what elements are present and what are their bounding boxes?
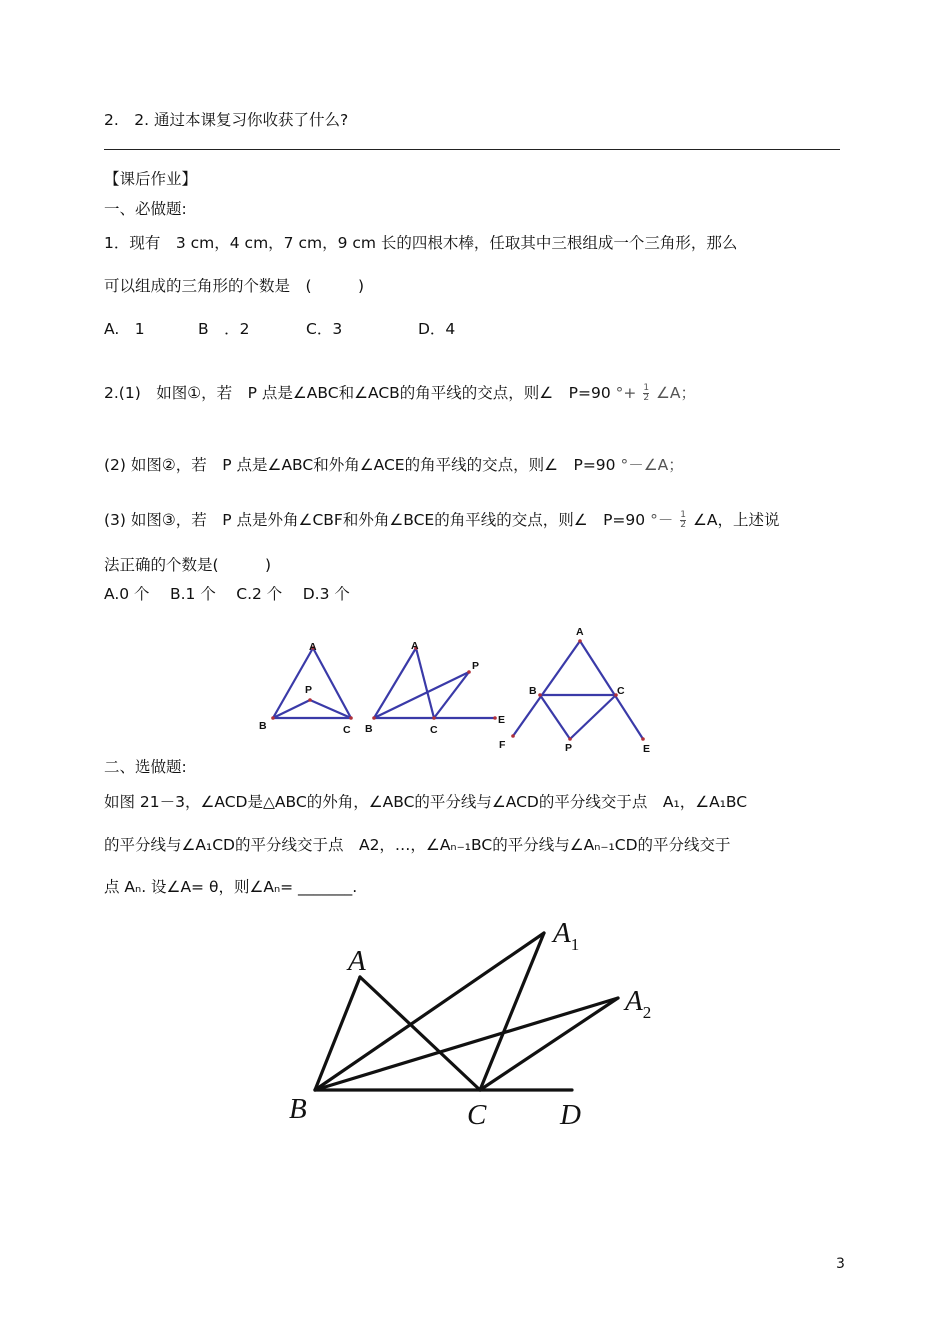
q1-option-d: D．4 xyxy=(418,320,456,338)
fig2-bisector-c xyxy=(434,672,469,718)
optional-line3: 点 Aₙ. 设∠A= θ，则∠Aₙ= _______. xyxy=(104,878,358,896)
line-ca2 xyxy=(480,998,618,1090)
q2-part3-expr: °－ xyxy=(650,511,674,529)
q2-part2 xyxy=(104,455,684,475)
vertex-dot xyxy=(511,734,515,738)
line-ac xyxy=(360,977,480,1090)
reflection-question: 2. 2. 通过本课复习你收获了什么? xyxy=(104,111,349,129)
label-b: B xyxy=(289,1093,307,1125)
fraction-half: $\frac{1}{2}$ xyxy=(643,383,650,403)
fig3-bisector-c xyxy=(570,695,616,739)
fig3-bisector-b xyxy=(540,695,570,739)
fig3-label-f: F xyxy=(499,739,506,751)
label-a: A xyxy=(348,945,366,977)
vertex-dot xyxy=(538,693,542,697)
homework-heading: 【课后作业】 xyxy=(104,170,198,188)
fig2-label-a: A xyxy=(411,640,419,652)
fig3-label-a: A xyxy=(576,626,584,638)
triangle-figures xyxy=(250,622,670,757)
bisector-figure xyxy=(282,918,682,1140)
vertex-dot xyxy=(493,716,497,720)
fig3-label-p: P xyxy=(565,742,573,754)
q2-part3 xyxy=(104,510,779,530)
fig2-label-p: P xyxy=(472,660,480,672)
vertex-dot xyxy=(578,639,582,643)
q1-line1: 1．现有 3 cm，4 cm，7 cm，9 cm 长的四根木棒，任取其中三根组成一个三角形，那么 xyxy=(104,234,738,252)
q2-part1-degree: °+ xyxy=(615,384,637,402)
fig2-label-c: C xyxy=(430,724,438,736)
fig2-side-ac xyxy=(416,648,434,718)
vertex-dot xyxy=(372,716,376,720)
section-required-heading: 一、必做题: xyxy=(104,200,187,218)
vertex-dot xyxy=(308,698,312,702)
fig2-label-b: B xyxy=(365,723,373,735)
q2-part2-text: (2) 如图②，若 P 点是∠ABC和外角∠ACE的角平线的交点，则∠ P=90 xyxy=(104,456,616,474)
label-a2: $A_2$ xyxy=(625,985,652,1022)
fig2-label-e: E xyxy=(498,714,506,726)
q1-option-b: B ．2 xyxy=(198,320,250,338)
fig1-bisector-c xyxy=(310,700,351,718)
q2-options: A.0 个 B.1 个 C.2 个 D.3 个 xyxy=(104,585,350,603)
label-a1: $A_1$ xyxy=(553,918,580,954)
fig1-side-ac xyxy=(313,648,351,718)
label-d: D xyxy=(560,1099,581,1131)
fig1-label-b: B xyxy=(259,720,267,732)
q1-option-c: C．3 xyxy=(306,320,343,338)
fig3-line-af xyxy=(513,641,580,736)
q2-part3-text: (3) 如图③，若 P 点是外角∠CBF和外角∠BCE的角平线的交点，则∠ P=90 xyxy=(104,511,646,529)
fig3-label-c: C xyxy=(617,685,625,697)
fig1-label-a: A xyxy=(309,641,317,653)
label-c: C xyxy=(467,1099,487,1131)
q2-part1-tail: ∠A； xyxy=(656,384,697,402)
fig1-label-c: C xyxy=(343,724,351,736)
fig3-line-ae xyxy=(580,641,643,739)
optional-line1: 如图 21－3，∠ACD是△ABC的外角，∠ABC的平分线与∠ACD的平分线交于点 A₁，∠A₁BC xyxy=(104,793,748,811)
vertex-dot xyxy=(271,716,275,720)
q1-option-a: A. 1 xyxy=(104,320,145,338)
page-number: 3 xyxy=(836,1256,845,1272)
fig3-label-e: E xyxy=(643,743,651,755)
vertex-dot xyxy=(432,716,436,720)
vertex-dot xyxy=(349,716,353,720)
q2-part2-expr: °－∠A； xyxy=(620,456,684,474)
q2-part3-tail: ∠A，上述说 xyxy=(692,511,780,529)
q2-part3-line2: 法正确的个数是( ) xyxy=(104,556,272,574)
fraction-half: $\frac{1}{2}$ xyxy=(680,510,687,530)
divider xyxy=(104,149,840,150)
section-optional-heading: 二、选做题: xyxy=(104,758,187,776)
vertex-dot xyxy=(568,737,572,741)
vertex-dot xyxy=(467,670,471,674)
fig3-label-b: B xyxy=(529,685,537,697)
q2-part1 xyxy=(104,383,696,403)
q1-line2: 可以组成的三角形的个数是 ( ) xyxy=(104,277,365,295)
fig1-label-p: P xyxy=(305,684,313,696)
vertex-dot xyxy=(641,737,645,741)
optional-line2: 的平分线与∠A₁CD的平分线交于点 A2，…，∠Aₙ₋₁BC的平分线与∠Aₙ₋₁CD的平分线交于 xyxy=(104,836,731,854)
q2-part1-text: 2.(1) 如图①，若 P 点是∠ABC和∠ACB的角平线的交点，则∠ P=90 xyxy=(104,384,611,402)
